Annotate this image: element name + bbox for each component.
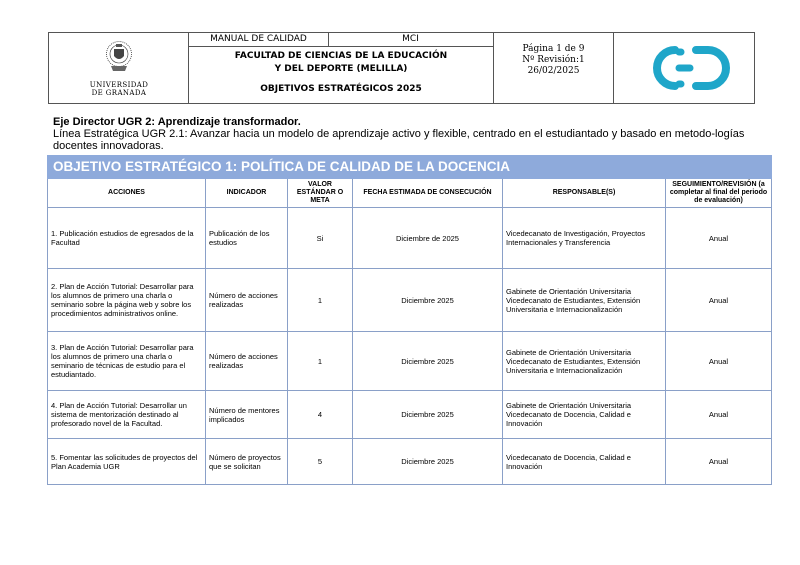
eje-director-heading: Eje Director UGR 2: Aprendizaje transformador. xyxy=(53,116,301,128)
manual-label: MANUAL DE CALIDAD xyxy=(189,33,329,46)
cell-accion: 1. Publicación estudios de egresados de la Facultad xyxy=(48,208,206,269)
cell-responsable: Vicedecanato de Investigación, Proyectos Internacionales y Transferencia xyxy=(503,208,666,269)
page-info-cell xyxy=(494,33,614,103)
page-number: Página 1 de 9 xyxy=(522,44,585,54)
ugr-seal-icon xyxy=(105,40,133,76)
ced-logo-icon xyxy=(648,41,734,95)
table-row xyxy=(48,332,772,391)
cell-accion: 3. Plan de Acción Tutorial: Desarrollar para los alumnos de primero una charla o seminario de técnicas de estudio para el estudiantado. xyxy=(48,332,206,391)
faculty-name-line2: Y DEL DEPORTE (MELILLA) xyxy=(274,64,408,74)
cell-seguimiento: Anual xyxy=(666,332,772,391)
col-valor-meta: VALOR ESTÁNDAR O META xyxy=(288,179,353,208)
revision-date: 26/02/2025 xyxy=(527,66,580,76)
table-header-row xyxy=(48,179,772,208)
ugr-logo-cell xyxy=(49,33,189,103)
objective-title: OBJETIVO ESTRATÉGICO 1: POLÍTICA DE CALIDAD DE LA DOCENCIA xyxy=(48,156,772,179)
table-row xyxy=(48,439,772,485)
ced-logo-cell xyxy=(614,33,756,103)
cell-seguimiento: Anual xyxy=(666,208,772,269)
cell-fecha: Diciembre 2025 xyxy=(353,332,503,391)
revision-number: Nº Revisión:1 xyxy=(522,55,585,65)
cell-meta: 4 xyxy=(288,391,353,439)
cell-responsable: Vicedecanato de Docencia, Calidad e Innovación xyxy=(503,439,666,485)
cell-fecha: Diciembre de 2025 xyxy=(353,208,503,269)
document-header xyxy=(48,32,755,104)
title-cell xyxy=(189,33,494,103)
col-seguimiento: SEGUIMIENTO/REVISIÓN (a completar al final del periodo de evaluación) xyxy=(666,179,772,208)
cell-indicador: Número de proyectos que se solicitan xyxy=(206,439,288,485)
manual-code: MCI xyxy=(402,34,419,44)
table-row xyxy=(48,269,772,332)
table-row xyxy=(48,391,772,439)
cell-responsable: Gabinete de Orientación Universitaria Vicedecanato de Estudiantes, Extensión Universitaria e Internacionalización xyxy=(503,332,666,391)
col-responsable: RESPONSABLE(S) xyxy=(503,179,666,208)
cell-seguimiento: Anual xyxy=(666,391,772,439)
cell-meta: Si xyxy=(288,208,353,269)
cell-meta: 5 xyxy=(288,439,353,485)
objectives-table xyxy=(47,155,772,485)
cell-responsable: Gabinete de Orientación Universitaria Vicedecanato de Docencia, Calidad e Innovación xyxy=(503,391,666,439)
university-name: UNIVERSIDAD DE GRANADA xyxy=(89,81,149,97)
linea-estrategica-text: Línea Estratégica UGR 2.1: Avanzar hacia un modelo de aprendizaje activo y flexible, centrado en el estudiantado y basado en metodo-logías docentes innovadoras. xyxy=(53,128,745,152)
cell-accion: 4. Plan de Acción Tutorial: Desarrollar un sistema de mentorización destinado al profesorado novel de la Facultad. xyxy=(48,391,206,439)
cell-indicador: Número de mentores implicados xyxy=(206,391,288,439)
col-fecha: FECHA ESTIMADA DE CONSECUCIÓN xyxy=(353,179,503,208)
document-title: OBJETIVOS ESTRATÉGICOS 2025 xyxy=(260,84,422,94)
cell-indicador: Número de acciones realizadas xyxy=(206,269,288,332)
cell-fecha: Diciembre 2025 xyxy=(353,439,503,485)
cell-fecha: Diciembre 2025 xyxy=(353,391,503,439)
cell-indicador: Número de acciones realizadas xyxy=(206,332,288,391)
cell-seguimiento: Anual xyxy=(666,269,772,332)
col-acciones: ACCIONES xyxy=(48,179,206,208)
faculty-name-line1: FACULTAD DE CIENCIAS DE LA EDUCACIÓN xyxy=(234,51,448,61)
cell-fecha: Diciembre 2025 xyxy=(353,269,503,332)
cell-seguimiento: Anual xyxy=(666,439,772,485)
cell-meta: 1 xyxy=(288,332,353,391)
cell-responsable: Gabinete de Orientación Universitaria Vicedecanato de Estudiantes, Extensión Universitaria e Internacionalización xyxy=(503,269,666,332)
col-indicador: INDICADOR xyxy=(206,179,288,208)
cell-meta: 1 xyxy=(288,269,353,332)
cell-accion: 2. Plan de Acción Tutorial: Desarrollar para los alumnos de primero una charla o seminario sobre la página web y sobre los procedimientos administrativos online. xyxy=(48,269,206,332)
cell-indicador: Publicación de los estudios xyxy=(206,208,288,269)
table-row xyxy=(48,208,772,269)
cell-accion: 5. Fomentar las solicitudes de proyectos del Plan Academia UGR xyxy=(48,439,206,485)
